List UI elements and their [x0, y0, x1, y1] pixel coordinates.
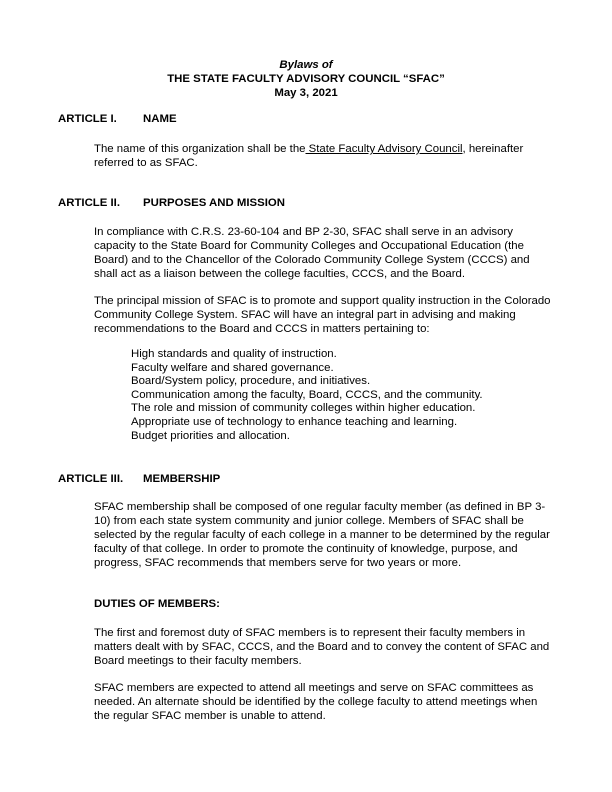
article-3-paragraph-2: The first and foremost duty of SFAC members is to represent their faculty members in matters dealt with by SFAC, CCCS, and the Board and to convey the content of SFAC and Board meetings to their faculty members. — [94, 627, 550, 667]
article-1-text-post: , hereinafter referred to as SFAC. — [94, 143, 524, 169]
list-item: The role and mission of community colleges within higher education. — [131, 402, 476, 415]
list-item: High standards and quality of instruction. — [131, 348, 337, 360]
organization-name-underlined: State Faculty Advisory Council — [305, 143, 463, 155]
article-2-paragraph-2: The principal mission of SFAC is to promote and support quality instruction in the Colorado Community College System. SFAC will have an integral part in advising and making recommendations to the Board and CCCS in matters pertaining to: — [94, 295, 551, 335]
article-2-heading — [58, 197, 285, 209]
article-1-text-pre: The name of this organization shall be the — [94, 143, 306, 155]
article-1-name: NAME — [143, 113, 177, 125]
article-2-paragraph-1: In compliance with C.R.S. 23-60-104 and BP 2-30, SFAC shall serve in an advisory capacity to the State Board for Community Colleges and Occupational Education (the Board) and to the Chancellor of the Colorado Community College System (CCCS) and shall act as a liaison between the college faculties, CCCS, and the Board. — [94, 226, 530, 280]
document-title — [0, 58, 612, 100]
mission-list — [131, 348, 483, 443]
article-2-name: PURPOSES AND MISSION — [143, 197, 285, 209]
title-line-2: THE STATE FACULTY ADVISORY COUNCIL “SFAC” — [167, 73, 445, 85]
article-3-paragraph-3: SFAC members are expected to attend all meetings and serve on SFAC committees as needed. An alternate should be identified by the college faculty to attend meetings when the regular SFAC member is unable to attend. — [94, 682, 538, 722]
article-1-number: ARTICLE I. — [58, 113, 117, 125]
title-line-1: Bylaws of — [279, 59, 333, 71]
article-3-heading — [58, 473, 220, 485]
duties-heading: DUTIES OF MEMBERS: — [94, 598, 220, 610]
list-item: Communication among the faculty, Board, CCCS, and the community. — [131, 388, 483, 401]
list-item: Appropriate use of technology to enhance teaching and learning. — [131, 415, 458, 428]
article-3-name: MEMBERSHIP — [143, 473, 221, 485]
article-1-paragraph — [94, 142, 556, 170]
article-3-paragraph-1: SFAC membership shall be composed of one regular faculty member (as defined in BP 3-10) from each state system community and junior college. Members of SFAC shall be selected by the regular faculty of each college in a manner to be determined by the regular faculty of that college. In order to promote the continuity of knowledge, purpose, and progress, SFAC recommends that members serve for two years or more. — [94, 501, 550, 569]
article-2-number: ARTICLE II. — [58, 197, 121, 209]
title-line-3: May 3, 2021 — [274, 87, 338, 99]
list-item: Board/System policy, procedure, and initiatives. — [131, 375, 371, 388]
article-1-heading — [58, 113, 177, 125]
list-item: Faculty welfare and shared governance. — [131, 361, 334, 374]
list-item: Budget priorities and allocation. — [131, 429, 290, 442]
article-3-number: ARTICLE III. — [58, 473, 124, 485]
